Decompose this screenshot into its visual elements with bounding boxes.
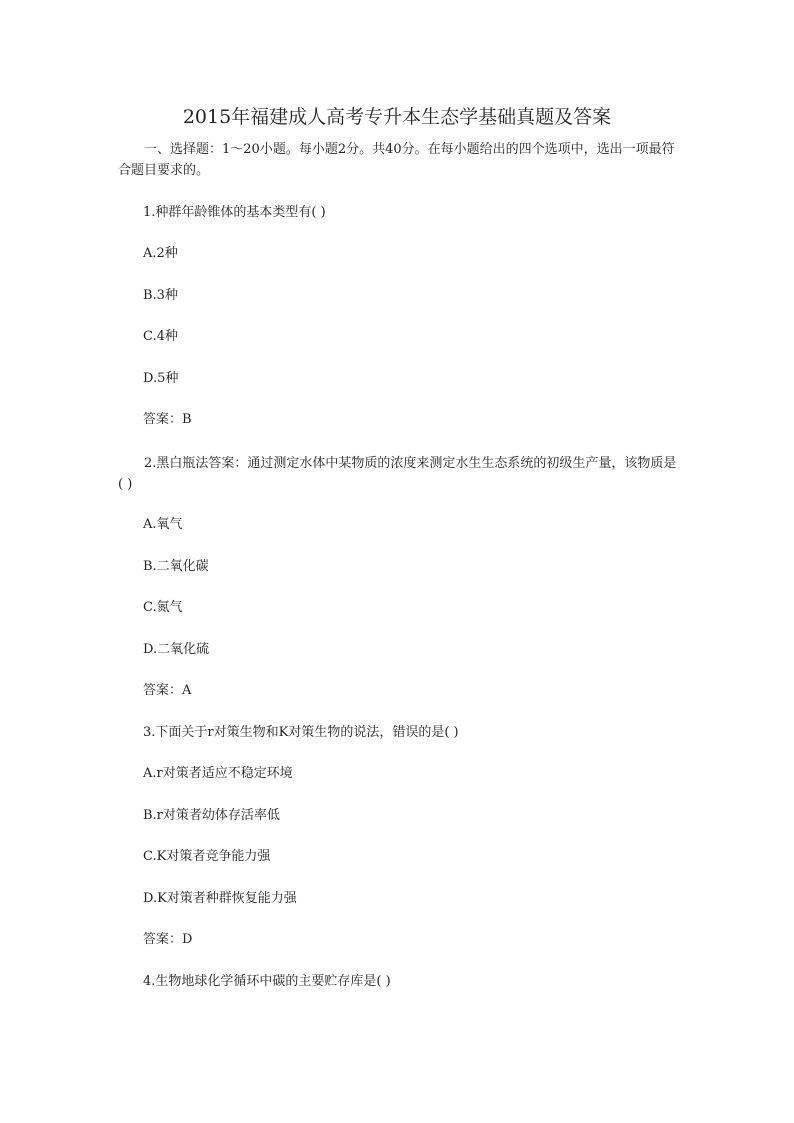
document-title: 2015年福建成人高考专升本生态学基础真题及答案 xyxy=(182,106,612,128)
question-2-stem: 2.黑白瓶法答案：通过测定水体中某物质的浓度来测定水生生态系统的初级生产量，该物质是( ) xyxy=(118,456,677,492)
question-1-option-b: B.3种 xyxy=(143,288,178,303)
question-2-option-b: B.二氧化碳 xyxy=(143,559,209,574)
question-1-option-a: A.2种 xyxy=(143,246,178,261)
question-1-option-d: D.5种 xyxy=(143,371,179,386)
question-1-stem: 1.种群年龄锥体的基本类型有( ) xyxy=(143,205,326,220)
question-3-option-d: D.K对策者种群恢复能力强 xyxy=(143,891,297,906)
question-3-stem: 3.下面关于r对策生物和K对策生物的说法，错误的是( ) xyxy=(143,725,459,740)
question-2-answer: 答案：A xyxy=(143,683,192,698)
question-4-stem: 4.生物地球化学循环中碳的主要贮存库是( ) xyxy=(143,974,391,989)
question-1-option-c: C.4种 xyxy=(143,329,178,344)
question-1-answer: 答案：B xyxy=(143,412,192,427)
question-3-option-a: A.r对策者适应不稳定环境 xyxy=(143,766,293,781)
question-2-option-a: A.氧气 xyxy=(143,517,183,532)
question-2-option-c: C.氮气 xyxy=(143,600,183,615)
question-2-option-d: D.二氧化硫 xyxy=(143,642,210,657)
section-intro: 一、选择题：1～20小题。每小题2分。共40分。在每小题给出的四个选项中，选出一项最符合题目要求的。 xyxy=(118,142,675,178)
question-3-answer: 答案：D xyxy=(143,932,193,947)
question-3-option-b: B.r对策者幼体存活率低 xyxy=(143,808,280,823)
question-3-option-c: C.K对策者竞争能力强 xyxy=(143,849,271,864)
